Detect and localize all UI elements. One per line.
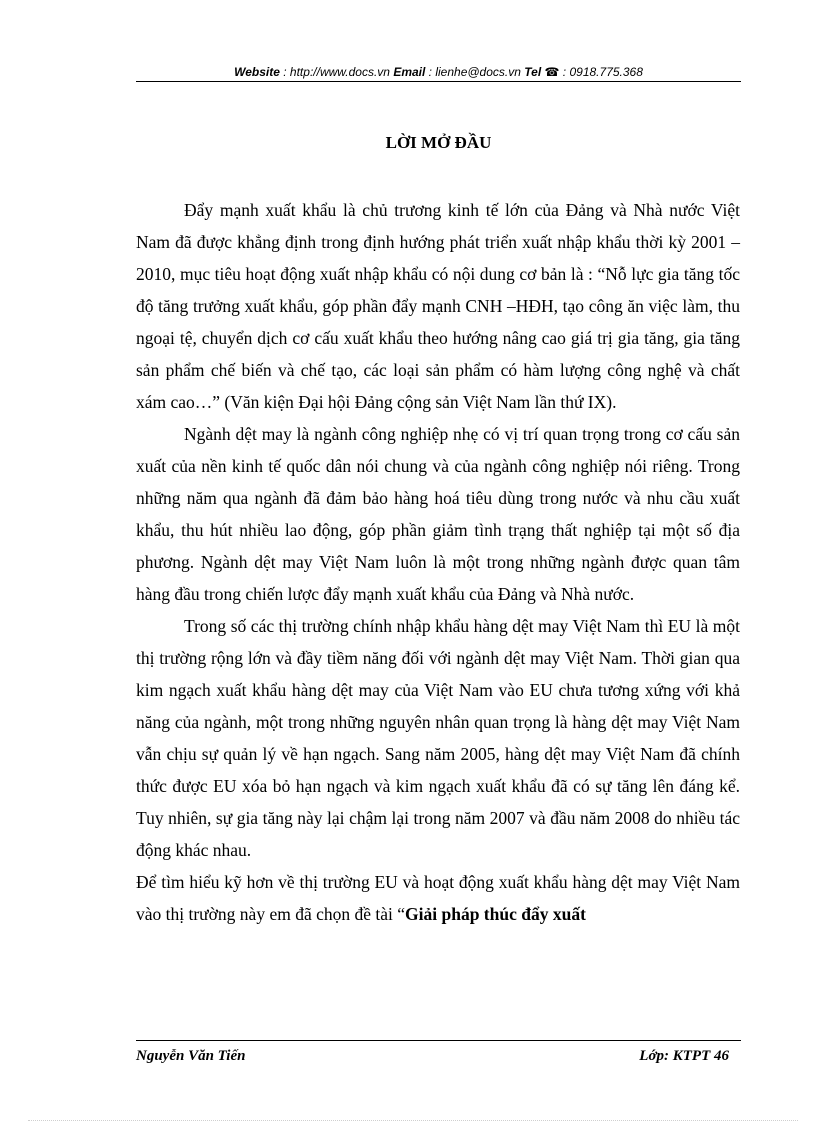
website-label: Website (234, 65, 280, 79)
email-link[interactable]: lienhe@docs.vn (435, 65, 521, 79)
page-edge-line (28, 1120, 798, 1121)
phone-icon: ☎ (544, 65, 560, 79)
footer-class: Lớp: KTPT 46 (639, 1048, 729, 1064)
tel-value: 0918.775.368 (569, 65, 643, 79)
page-header: Website : http://www.docs.vn Email : lienhe@docs.vn Tel ☎ : 0918.775.368 (234, 65, 643, 79)
paragraph-3: Trong số các thị trường chính nhập khẩu hàng dệt may Việt Nam thì EU là một thị trường rộng lớn và đầy tiềm năng đối với ngành dệt may Việt Nam. Thời gian qua kim ngạch xuất khẩu hàng dệt may của Việt Nam vào EU chưa tương xứng với khả năng của ngành, một trong những nguyên nhân quan trọng là hàng dệt may Việt Nam vẫn chịu sự quản lý về hạn ngạch. Sang năm 2005, hàng dệt may Việt Nam đã chính thức được EU xóa bỏ hạn ngạch và kim ngạch xuất khẩu đã có sự tăng lên đáng kể. Tuy nhiên, sự gia tăng này lại chậm lại trong năm 2007 và đầu năm 2008 do nhiều tác động khác nhau. (136, 616, 740, 860)
website-link[interactable]: http://www.docs.vn (289, 65, 390, 79)
footer-divider (136, 1040, 741, 1041)
paragraph-4 (136, 866, 740, 930)
email-label: Email (393, 65, 426, 79)
tel-label: Tel (524, 65, 542, 79)
page-footer (136, 1045, 741, 1067)
document-body (136, 194, 740, 930)
page-title: LỜI MỞ ĐẦU (385, 133, 492, 152)
paragraph-1: Đẩy mạnh xuất khẩu là chủ trương kinh tế lớn của Đảng và Nhà nước Việt Nam đã được khẳng định trong định hướng phát triển xuất nhập khẩu thời kỳ 2001 – 2010, mục tiêu hoạt động xuất nhập khẩu có nội dung cơ bản là : “Nỗ lực gia tăng tốc độ tăng trưởng xuất khẩu, góp phần đẩy mạnh CNH –HĐH, tạo công ăn việc làm, thu ngoại tệ, chuyển dịch cơ cấu xuất khẩu theo hướng nâng cao giá trị gia tăng, gia tăng sản phẩm chế biến và chế tạo, các loại sản phẩm có hàm lượng công nghệ và chất xám cao…” (Văn kiện Đại hội Đảng cộng sản Việt Nam lần thứ IX). (136, 200, 740, 412)
footer-author: Nguyễn Văn Tiến (136, 1048, 246, 1064)
header-divider (136, 81, 741, 82)
paragraph-4-text: Để tìm hiểu kỹ hơn về thị trường EU và hoạt động xuất khẩu hàng dệt may Việt Nam vào thị trường này em đã chọn đề tài “ (136, 872, 740, 924)
paragraph-2: Ngành dệt may là ngành công nghiệp nhẹ có vị trí quan trọng trong cơ cấu sản xuất của nền kinh tế quốc dân nói chung và của ngành công nghiệp nói riêng. Trong những năm qua ngành đã đảm bảo hàng hoá tiêu dùng trong nước và nhu cầu xuất khẩu, thu hút nhiều lao động, góp phần giảm tình trạng thất nghiệp tại một số địa phương. Ngành dệt may Việt Nam luôn là một trong những ngành được quan tâm hàng đầu trong chiến lược đẩy mạnh xuất khẩu của Đảng và Nhà nước. (136, 424, 740, 604)
thesis-topic: Giải pháp thúc đẩy xuất (405, 904, 586, 924)
